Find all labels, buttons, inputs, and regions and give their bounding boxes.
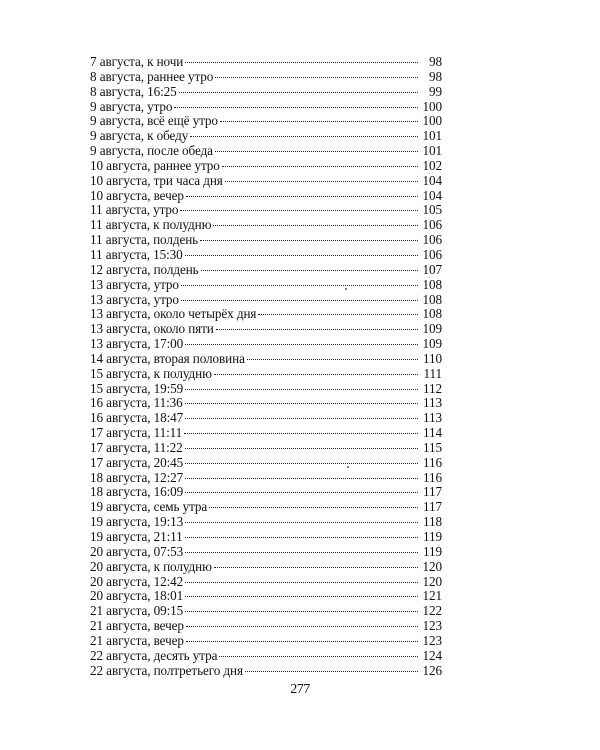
toc-entry-page: 106 (422, 246, 442, 262)
toc-entry (90, 396, 442, 411)
toc-entry (90, 248, 442, 263)
dot-leader (186, 626, 418, 627)
toc-entry-title: 18 августа, 12:27 (90, 469, 184, 485)
toc-entry (90, 55, 442, 70)
toc-entry-page: 108 (422, 291, 442, 307)
toc-entry-title: 11 августа, утро (90, 202, 179, 218)
toc-entry (90, 634, 442, 649)
toc-entry-title: 8 августа, раннее утро (90, 68, 214, 84)
toc-entry-page: 113 (423, 395, 442, 411)
toc-entry (90, 426, 442, 441)
toc-entry-title: 19 августа, семь утра (90, 499, 208, 515)
toc-entry-title: 10 августа, вечер (90, 187, 184, 203)
toc-entry (90, 278, 442, 293)
toc-entry-title: 10 августа, три часа дня (90, 172, 223, 188)
toc-entry (90, 159, 442, 174)
toc-entry-page: 100 (422, 113, 442, 129)
dot-leader (215, 151, 418, 152)
dot-leader (185, 492, 418, 493)
toc-entry-title: 19 августа, 19:13 (90, 514, 184, 530)
toc-entry (90, 411, 442, 426)
toc-entry-page: 124 (422, 647, 442, 663)
toc-entry-title: 17 августа, 11:11 (90, 425, 183, 441)
dot-leader (186, 196, 418, 197)
toc-entry (90, 114, 442, 129)
toc-entry-title: 22 августа, полтретьего дня (90, 662, 243, 678)
toc-entry-title: 11 августа, полдень (90, 232, 199, 248)
toc-entry-page: 122 (422, 603, 442, 619)
dot-leader (181, 300, 418, 301)
dot-leader (185, 582, 418, 583)
toc-entry (90, 352, 442, 367)
toc-entry-title: 15 августа, к полудню (90, 365, 212, 381)
dot-leader (180, 210, 418, 211)
toc-entry (90, 619, 442, 634)
dot-leader (181, 285, 418, 286)
toc-entry-page: 101 (422, 143, 442, 159)
toc-entry (90, 456, 442, 471)
toc-entry (90, 174, 442, 189)
toc-entry-title: 16 августа, 11:36 (90, 395, 183, 411)
dot-leader (219, 656, 418, 657)
toc-entry-page: 119 (423, 529, 442, 544)
toc-entry-page: 113 (423, 410, 442, 426)
toc-entry-page: 105 (422, 202, 442, 218)
toc-entry (90, 471, 442, 486)
dot-leader (185, 403, 418, 404)
toc-entry-page: 117 (423, 484, 442, 500)
toc-entry-title: 20 августа, к полудню (90, 558, 212, 574)
toc-entry-page: 118 (423, 514, 442, 530)
toc-entry (90, 70, 442, 85)
toc-entry-title: 13 августа, утро (90, 276, 179, 292)
dot-leader (245, 671, 418, 672)
toc-entry (90, 515, 442, 530)
dot-leader (213, 225, 418, 226)
toc-entry-title: 9 августа, к обеду (90, 128, 189, 144)
toc-entry (90, 100, 442, 115)
toc-entry (90, 500, 442, 515)
toc-entry-page: 107 (422, 261, 442, 277)
dot-leader (185, 448, 418, 449)
toc-entry (90, 144, 442, 159)
toc-entry-title: 11 августа, 15:30 (90, 246, 183, 262)
toc-entry-page: 109 (422, 321, 442, 337)
page-number: 277 (290, 682, 310, 697)
dot-leader (222, 166, 418, 167)
toc-entry-page: 100 (422, 98, 442, 114)
toc-entry-title: 13 августа, 17:00 (90, 336, 184, 352)
toc-entry-page: 114 (423, 425, 442, 441)
toc-entry-title: 17 августа, 20:45 (90, 454, 184, 470)
dot-leader (220, 121, 418, 122)
toc-entry-page: 104 (422, 172, 442, 188)
toc-entry-title: 11 августа, к полудню (90, 217, 212, 233)
toc-entry-title: 20 августа, 07:53 (90, 543, 184, 559)
toc-entry-title: 15 августа, 19:59 (90, 380, 184, 396)
toc-entry (90, 307, 442, 322)
toc-entry-title: 21 августа, вечер (90, 632, 184, 648)
toc-entry (90, 337, 442, 352)
toc-entry (90, 218, 442, 233)
toc-entry-title: 22 августа, десять утра (90, 647, 218, 663)
dot-leader (225, 181, 418, 182)
toc-entry-title: 21 августа, вечер (90, 618, 184, 634)
toc-entry (90, 233, 442, 248)
toc-entry (90, 85, 442, 100)
toc-entry-page: 119 (423, 543, 442, 559)
toc-entry (90, 485, 442, 500)
toc-entry-page: 98 (429, 68, 442, 84)
toc-entry-page: 116 (423, 469, 442, 485)
toc-entry-title: 18 августа, 16:09 (90, 484, 184, 500)
toc-entry (90, 293, 442, 308)
dot-leader (185, 478, 418, 479)
toc-entry (90, 382, 442, 397)
toc-entry (90, 530, 442, 545)
toc-entry-page: 126 (422, 662, 442, 678)
toc-entry-title: 8 августа, 16:25 (90, 83, 177, 99)
dot-leader (185, 62, 418, 63)
toc-entry-page: 123 (422, 632, 442, 648)
toc-entry (90, 589, 442, 604)
toc-entry-title: 16 августа, 18:47 (90, 410, 184, 426)
scan-speck (345, 288, 347, 290)
toc-entry-title: 20 августа, 18:01 (90, 588, 184, 604)
toc-entry-page: 106 (422, 232, 442, 248)
toc-entry-title: 17 августа, 11:22 (90, 439, 183, 455)
toc-entry (90, 189, 442, 204)
toc-entry-page: 102 (422, 157, 442, 173)
toc-entry-title: 14 августа, вторая половина (90, 350, 245, 366)
dot-leader (185, 463, 418, 464)
dot-leader (209, 507, 418, 508)
dot-leader (185, 611, 418, 612)
toc-entry-title: 10 августа, раннее утро (90, 157, 220, 173)
toc-entry (90, 129, 442, 144)
toc-entry-page: 115 (423, 439, 442, 455)
toc-entry-title: 13 августа, около пяти (90, 321, 214, 337)
toc-entry-page: 106 (422, 217, 442, 233)
dot-leader (185, 418, 418, 419)
toc-entry-page: 104 (422, 187, 442, 203)
toc-entry-page: 99 (429, 83, 442, 99)
toc-entry-title: 9 августа, утро (90, 98, 173, 114)
toc-entry-title: 7 августа, к ночи (90, 54, 184, 69)
dot-leader (184, 433, 418, 434)
toc-entry (90, 367, 442, 382)
toc-entry (90, 263, 442, 278)
toc-entry-page: 111 (423, 365, 442, 381)
dot-leader (185, 344, 418, 345)
toc-entry-title: 13 августа, утро (90, 291, 179, 307)
toc-entry-title: 19 августа, 21:11 (90, 529, 183, 544)
toc-entry (90, 441, 442, 456)
toc-entry (90, 604, 442, 619)
toc-entry-page: 110 (423, 350, 442, 366)
dot-leader (214, 567, 418, 568)
toc-entry-page: 109 (422, 336, 442, 352)
toc-entry (90, 322, 442, 337)
toc-entry-page: 98 (429, 54, 442, 69)
toc-entry-title: 13 августа, около четырёх дня (90, 306, 257, 322)
dot-leader (247, 359, 418, 360)
toc-entry-page: 108 (422, 276, 442, 292)
toc-entry-page: 112 (423, 380, 442, 396)
dot-leader (216, 329, 418, 330)
dot-leader (185, 596, 418, 597)
dot-leader (215, 77, 418, 78)
toc-entry-page: 108 (422, 306, 442, 322)
toc-entry-page: 121 (422, 588, 442, 604)
toc-entry-title: 20 августа, 12:42 (90, 573, 184, 589)
dot-leader (214, 374, 418, 375)
dot-leader (186, 641, 418, 642)
toc-entry (90, 649, 442, 664)
toc-entry (90, 560, 442, 575)
dot-leader (185, 389, 418, 390)
toc-entry-page: 123 (422, 618, 442, 634)
dot-leader (258, 314, 418, 315)
toc-entry-title: 21 августа, 09:15 (90, 603, 184, 619)
toc-entry-page: 120 (422, 573, 442, 589)
dot-leader (174, 107, 418, 108)
toc-entry-title: 9 августа, всё ещё утро (90, 113, 218, 129)
table-of-contents (90, 55, 442, 678)
dot-leader (185, 522, 418, 523)
scan-speck (347, 466, 349, 468)
toc-entry (90, 575, 442, 590)
dot-leader (190, 136, 418, 137)
dot-leader (200, 240, 418, 241)
toc-entry-title: 12 августа, полдень (90, 261, 199, 277)
toc-entry (90, 664, 442, 679)
toc-entry-page: 101 (422, 128, 442, 144)
toc-entry (90, 545, 442, 560)
dot-leader (185, 552, 418, 553)
toc-entry-title: 9 августа, после обеда (90, 143, 213, 159)
toc-entry-page: 117 (423, 499, 442, 515)
toc-entry-page: 120 (422, 558, 442, 574)
dot-leader (179, 92, 418, 93)
dot-leader (185, 255, 418, 256)
dot-leader (185, 537, 418, 538)
toc-entry (90, 203, 442, 218)
toc-entry-page: 116 (423, 454, 442, 470)
dot-leader (201, 270, 418, 271)
